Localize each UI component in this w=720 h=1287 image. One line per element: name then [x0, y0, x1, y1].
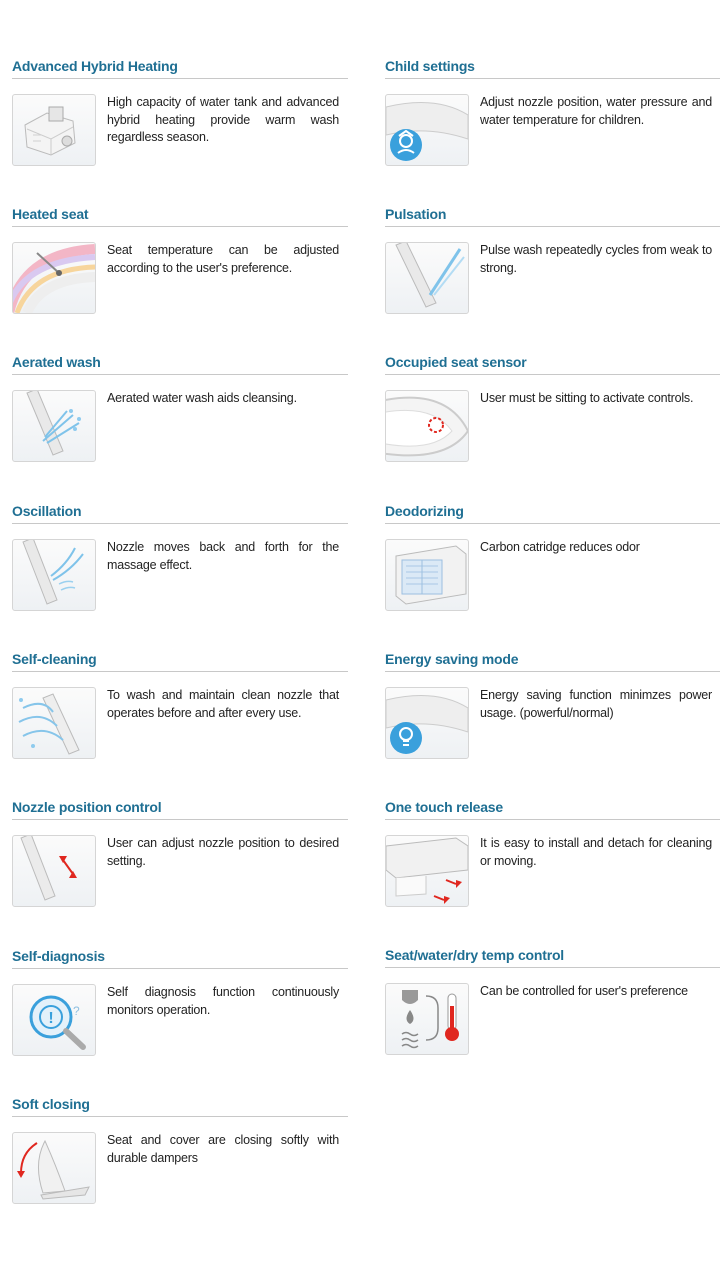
feature-description: To wash and maintain clean nozzle that operates before and after every use.	[107, 688, 339, 720]
feature-aerated-wash	[12, 353, 348, 483]
feature-pulsation	[385, 205, 720, 335]
light-bulb-icon	[385, 687, 469, 759]
feature-description: Can be controlled for user's preference	[480, 984, 688, 998]
divider	[385, 523, 720, 524]
divider	[385, 78, 720, 79]
divider	[12, 523, 348, 524]
feature-advanced-hybrid-heating	[12, 57, 348, 187]
feature-title: One touch release	[385, 799, 503, 815]
svg-text:!: !	[48, 1010, 54, 1027]
feature-deodorizing	[385, 502, 720, 632]
thermometer-icon	[385, 983, 469, 1055]
feature-title: Seat/water/dry temp control	[385, 947, 564, 963]
feature-description: User can adjust nozzle position to desired setting.	[107, 836, 339, 868]
svg-text:?: ?	[73, 1004, 80, 1018]
divider	[12, 968, 348, 969]
divider	[12, 226, 348, 227]
feature-soft-closing	[12, 1095, 348, 1225]
feature-description: Adjust nozzle position, water pressure and water temperature for children.	[480, 95, 712, 127]
feature-description: Seat temperature can be adjusted according to the user's preference.	[107, 243, 339, 275]
feature-title: Self-cleaning	[12, 651, 97, 667]
feature-description: Self diagnosis function continuously monitors operation.	[107, 985, 339, 1017]
divider	[12, 819, 348, 820]
feature-self-diagnosis	[12, 947, 348, 1077]
feature-description: Aerated water wash aids cleansing.	[107, 391, 297, 405]
magnifier-alert-icon	[12, 984, 96, 1056]
soft-close-icon	[12, 1132, 96, 1204]
deodorizer-icon	[385, 539, 469, 611]
child-icon	[385, 94, 469, 166]
divider	[12, 671, 348, 672]
divider	[385, 819, 720, 820]
feature-title: Pulsation	[385, 206, 447, 222]
feature-occupied-seat-sensor	[385, 353, 720, 483]
feature-description: High capacity of water tank and advanced hybrid heating provide warm wash regardless season.	[107, 95, 339, 144]
pulse-nozzle-icon	[385, 242, 469, 314]
feature-title: Oscillation	[12, 503, 82, 519]
feature-temp-control	[385, 946, 720, 1076]
feature-oscillation	[12, 502, 348, 632]
feature-title: Aerated wash	[12, 354, 101, 370]
heated-seat-icon	[12, 242, 96, 314]
aerated-nozzle-icon	[12, 390, 96, 462]
divider	[12, 374, 348, 375]
divider	[385, 226, 720, 227]
divider	[12, 1116, 348, 1117]
nozzle-position-icon	[12, 835, 96, 907]
feature-title: Self-diagnosis	[12, 948, 105, 964]
feature-title: Child settings	[385, 58, 475, 74]
feature-title: Nozzle position control	[12, 799, 162, 815]
feature-title: Deodorizing	[385, 503, 464, 519]
divider	[12, 78, 348, 79]
oscillation-nozzle-icon	[12, 539, 96, 611]
feature-nozzle-position-control	[12, 798, 348, 928]
feature-description: Energy saving function minimzes power usage. (powerful/normal)	[480, 688, 712, 720]
feature-self-cleaning	[12, 650, 348, 780]
feature-description: Carbon catridge reduces odor	[480, 540, 640, 554]
feature-title: Energy saving mode	[385, 651, 519, 667]
feature-one-touch-release	[385, 798, 720, 928]
feature-heated-seat	[12, 205, 348, 335]
feature-child-settings	[385, 57, 720, 187]
feature-description: Nozzle moves back and forth for the massage effect.	[107, 540, 339, 572]
water-tank-icon	[12, 94, 96, 166]
feature-energy-saving-mode	[385, 650, 720, 780]
feature-title: Soft closing	[12, 1096, 90, 1112]
feature-description: Pulse wash repeatedly cycles from weak to strong.	[480, 243, 712, 275]
feature-description: User must be sitting to activate controls.	[480, 391, 694, 405]
feature-description: Seat and cover are closing softly with durable dampers	[107, 1133, 339, 1165]
feature-title: Advanced Hybrid Heating	[12, 58, 178, 74]
feature-title: Heated seat	[12, 206, 89, 222]
divider	[385, 671, 720, 672]
feature-description: It is easy to install and detach for cleaning or moving.	[480, 836, 712, 868]
self-cleaning-nozzle-icon	[12, 687, 96, 759]
seat-sensor-icon	[385, 390, 469, 462]
divider	[385, 374, 720, 375]
one-touch-release-icon	[385, 835, 469, 907]
feature-title: Occupied seat sensor	[385, 354, 527, 370]
divider	[385, 967, 720, 968]
